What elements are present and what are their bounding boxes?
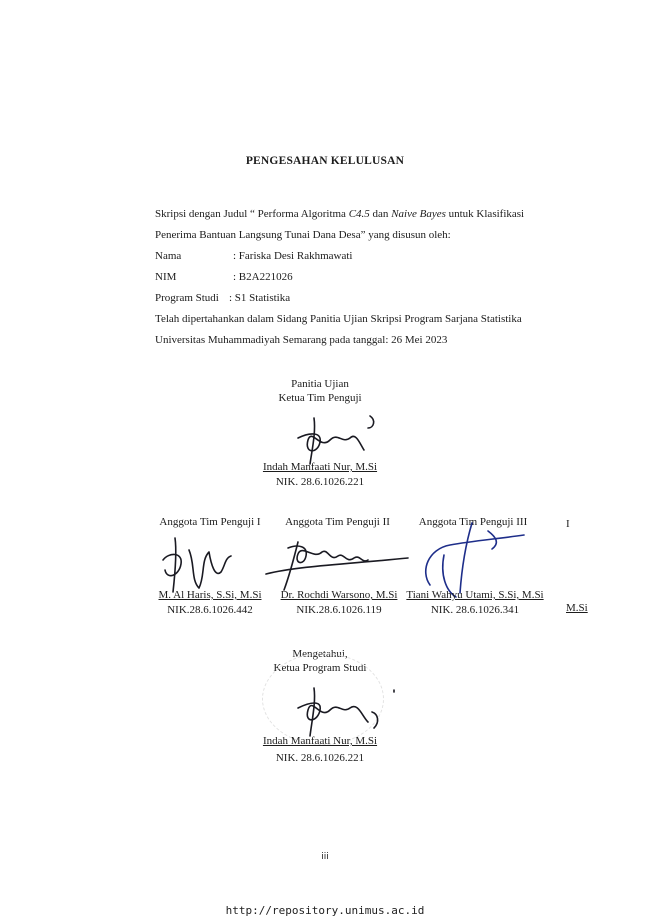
examiner-2-role: Anggota Tim Penguji II [285, 516, 390, 528]
field-value-program-studi: : S1 Statistika [229, 292, 291, 304]
acknowledgement-heading: Mengetahui, [292, 648, 348, 660]
examiner-2-name: Dr. Rochdi Warsono, M.Si [280, 589, 398, 601]
head-signature [290, 678, 400, 740]
head-name: Indah Manfaati Nur, M.Si [262, 735, 378, 747]
examiner-3-nik: NIK. 28.6.1026.341 [430, 604, 520, 616]
examiner-3-role: Anggota Tim Penguji III [418, 516, 528, 528]
head-nik: NIK. 28.6.1026.221 [275, 752, 365, 764]
committee-heading: Panitia Ujian [291, 378, 349, 390]
edge-fragment-top: I [566, 518, 570, 530]
field-label-program-studi: Program Studi [155, 292, 219, 304]
field-value-nama: : Fariska Desi Rakhmawati [233, 250, 353, 262]
intro-line-2: Penerima Bantuan Langsung Tunai Dana Desa” yang disusun oleh: [155, 229, 451, 241]
field-label-nim: NIM [155, 271, 177, 283]
examiner-2-signature [258, 530, 418, 595]
page-number: iii [321, 852, 329, 862]
defense-line-1: Telah dipertahankan dalam Sidang Panitia Ujian Skripsi Program Sarjana Statistika [155, 313, 522, 325]
footer-url[interactable]: http://repository.unimus.ac.id [225, 904, 425, 917]
acknowledgement-role: Ketua Program Studi [273, 662, 367, 674]
chair-name: Indah Manfaati Nur, M.Si [262, 461, 378, 473]
intro-line-1: Skripsi dengan Judul “ Performa Algoritma C4.5 dan Naive Bayes untuk Klasifikasi [155, 208, 525, 220]
examiner-2-nik: NIK.28.6.1026.119 [296, 604, 382, 616]
examiner-3-name: Tiani Wahyu Utami, S.Si, M.Si [406, 589, 544, 601]
field-value-nim: : B2A221026 [233, 271, 293, 283]
chair-nik: NIK. 28.6.1026.221 [275, 476, 365, 488]
committee-role: Ketua Tim Penguji [278, 392, 362, 404]
edge-fragment-bottom: M.Si [566, 602, 588, 614]
examiner-1-role: Anggota Tim Penguji I [159, 516, 261, 528]
chair-signature [290, 410, 390, 468]
examiner-1-nik: NIK.28.6.1026.442 [167, 604, 253, 616]
examiner-1-name: M. Al Haris, S.Si, M.Si [158, 589, 262, 601]
field-label-nama: Nama [155, 250, 182, 262]
document-title: PENGESAHAN KELULUSAN [245, 155, 405, 167]
defense-line-2: Universitas Muhammadiyah Semarang pada tanggal: 26 Mei 2023 [155, 334, 448, 346]
